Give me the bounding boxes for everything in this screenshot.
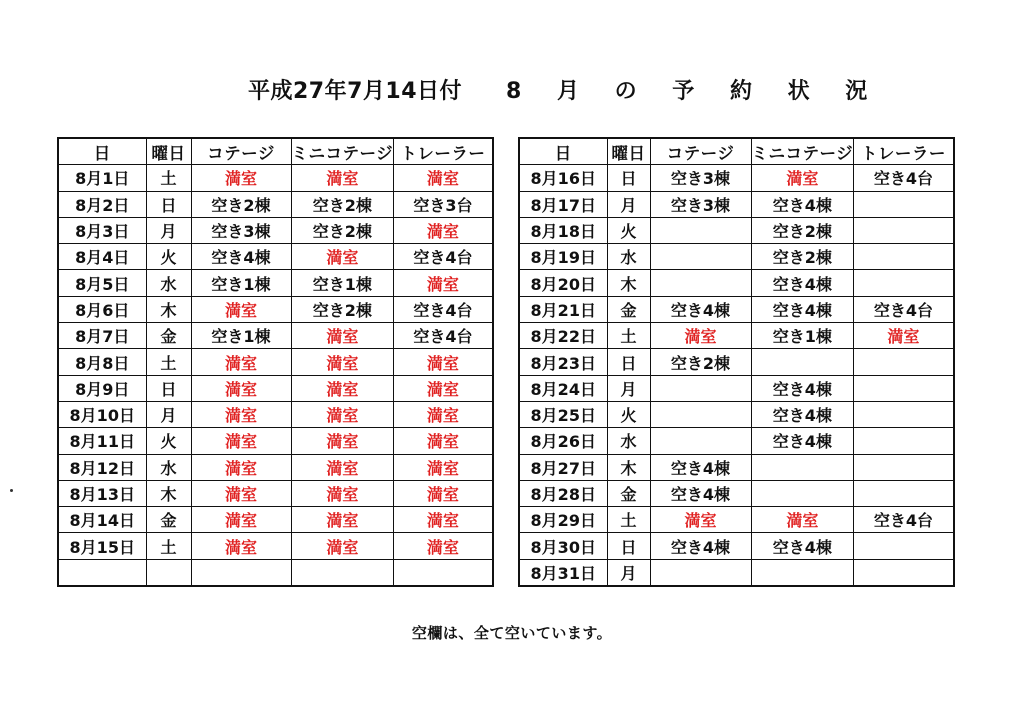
cell-cottage bbox=[650, 401, 751, 427]
table-row bbox=[58, 296, 493, 322]
cell-day: 8月24日 bbox=[519, 375, 607, 401]
cell-mini-cottage: 空き1棟 bbox=[291, 270, 394, 296]
cell-trailer: 満室 bbox=[394, 454, 493, 480]
cell-trailer: 満室 bbox=[394, 375, 493, 401]
table-row bbox=[519, 375, 954, 401]
table-row bbox=[519, 165, 954, 191]
cell-mini-cottage: 満室 bbox=[291, 375, 394, 401]
cell-mini-cottage: 空き2棟 bbox=[291, 217, 394, 243]
cell-weekday: 水 bbox=[607, 428, 650, 454]
cell-trailer: 空き4台 bbox=[394, 244, 493, 270]
cell-cottage: 満室 bbox=[191, 507, 291, 533]
cell-day: 8月31日 bbox=[519, 559, 607, 586]
cell-weekday: 日 bbox=[607, 533, 650, 559]
header-row bbox=[519, 138, 954, 165]
table-row bbox=[519, 296, 954, 322]
schedule-body-first-half bbox=[58, 165, 493, 586]
cell-day: 8月21日 bbox=[519, 296, 607, 322]
cell-day: 8月19日 bbox=[519, 244, 607, 270]
cell-trailer: 空き4台 bbox=[854, 507, 954, 533]
table-row bbox=[58, 375, 493, 401]
cell-mini-cottage: 空き4棟 bbox=[751, 533, 854, 559]
cell-day: 8月16日 bbox=[519, 165, 607, 191]
cell-trailer bbox=[394, 559, 493, 586]
table-row bbox=[519, 401, 954, 427]
cell-weekday: 土 bbox=[146, 533, 191, 559]
cell-mini-cottage: 空き4棟 bbox=[751, 296, 854, 322]
cell-trailer bbox=[854, 375, 954, 401]
cell-weekday: 日 bbox=[146, 191, 191, 217]
cell-trailer bbox=[854, 349, 954, 375]
cell-cottage: 満室 bbox=[191, 349, 291, 375]
cell-weekday: 月 bbox=[607, 559, 650, 586]
cell-weekday: 火 bbox=[607, 217, 650, 243]
cell-weekday: 水 bbox=[146, 270, 191, 296]
table-row bbox=[519, 454, 954, 480]
cell-mini-cottage: 満室 bbox=[751, 165, 854, 191]
cell-cottage: 空き4棟 bbox=[650, 296, 751, 322]
cell-weekday: 金 bbox=[607, 296, 650, 322]
cell-day: 8月29日 bbox=[519, 507, 607, 533]
cell-cottage bbox=[650, 375, 751, 401]
header-day: 日 bbox=[58, 138, 146, 165]
schedule-table-second-half bbox=[518, 137, 955, 587]
table-row bbox=[519, 507, 954, 533]
cell-day: 8月12日 bbox=[58, 454, 146, 480]
cell-mini-cottage: 空き2棟 bbox=[751, 244, 854, 270]
cell-cottage: 空き2棟 bbox=[650, 349, 751, 375]
cell-cottage: 満室 bbox=[191, 454, 291, 480]
cell-weekday: 土 bbox=[607, 507, 650, 533]
cell-trailer bbox=[854, 559, 954, 586]
cell-trailer: 満室 bbox=[394, 349, 493, 375]
cell-trailer: 満室 bbox=[394, 401, 493, 427]
cell-cottage: 満室 bbox=[650, 507, 751, 533]
cell-cottage: 空き3棟 bbox=[191, 217, 291, 243]
cell-trailer bbox=[854, 533, 954, 559]
cell-mini-cottage: 空き4棟 bbox=[751, 428, 854, 454]
cell-day: 8月6日 bbox=[58, 296, 146, 322]
cell-weekday: 月 bbox=[146, 217, 191, 243]
cell-mini-cottage: 満室 bbox=[291, 428, 394, 454]
cell-trailer: 満室 bbox=[394, 270, 493, 296]
cell-trailer bbox=[854, 454, 954, 480]
cell-weekday: 月 bbox=[146, 401, 191, 427]
table-row bbox=[519, 270, 954, 296]
cell-trailer: 満室 bbox=[394, 217, 493, 243]
table-row bbox=[519, 480, 954, 506]
cell-mini-cottage: 空き4棟 bbox=[751, 375, 854, 401]
cell-cottage: 空き4棟 bbox=[650, 454, 751, 480]
cell-cottage: 空き3棟 bbox=[650, 165, 751, 191]
cell-mini-cottage: 満室 bbox=[291, 244, 394, 270]
cell-trailer bbox=[854, 217, 954, 243]
cell-mini-cottage: 空き2棟 bbox=[291, 191, 394, 217]
cell-cottage: 満室 bbox=[191, 401, 291, 427]
cell-weekday: 木 bbox=[146, 480, 191, 506]
cell-mini-cottage: 満室 bbox=[291, 401, 394, 427]
cell-weekday: 土 bbox=[146, 165, 191, 191]
schedule-body-second-half bbox=[519, 165, 954, 586]
table-row bbox=[58, 349, 493, 375]
cell-mini-cottage: 満室 bbox=[291, 507, 394, 533]
header-cottage: コテージ bbox=[191, 138, 291, 165]
cell-day: 8月27日 bbox=[519, 454, 607, 480]
cell-trailer: 空き4台 bbox=[394, 296, 493, 322]
cell-cottage: 空き4棟 bbox=[191, 244, 291, 270]
cell-day: 8月18日 bbox=[519, 217, 607, 243]
cell-day: 8月22日 bbox=[519, 323, 607, 349]
cell-cottage: 満室 bbox=[191, 480, 291, 506]
cell-day: 8月1日 bbox=[58, 165, 146, 191]
table-row bbox=[58, 270, 493, 296]
table-row bbox=[519, 533, 954, 559]
cell-cottage bbox=[650, 217, 751, 243]
header-trailer: トレーラー bbox=[854, 138, 954, 165]
cell-trailer: 満室 bbox=[394, 480, 493, 506]
cell-day: 8月14日 bbox=[58, 507, 146, 533]
cell-weekday: 火 bbox=[146, 244, 191, 270]
table-row bbox=[58, 559, 493, 586]
cell-weekday: 月 bbox=[607, 191, 650, 217]
header-row bbox=[58, 138, 493, 165]
cell-cottage: 空き1棟 bbox=[191, 270, 291, 296]
cell-mini-cottage: 満室 bbox=[291, 533, 394, 559]
cell-trailer: 満室 bbox=[854, 323, 954, 349]
header-day: 日 bbox=[519, 138, 607, 165]
cell-day: 8月13日 bbox=[58, 480, 146, 506]
cell-mini-cottage: 空き4棟 bbox=[751, 191, 854, 217]
cell-trailer: 満室 bbox=[394, 507, 493, 533]
cell-weekday: 木 bbox=[607, 270, 650, 296]
cell-day: 8月15日 bbox=[58, 533, 146, 559]
cell-mini-cottage: 満室 bbox=[291, 165, 394, 191]
cell-trailer bbox=[854, 428, 954, 454]
table-row bbox=[58, 533, 493, 559]
cell-day: 8月9日 bbox=[58, 375, 146, 401]
table-row bbox=[58, 323, 493, 349]
cell-day: 8月8日 bbox=[58, 349, 146, 375]
cell-day: 8月26日 bbox=[519, 428, 607, 454]
cell-cottage: 満室 bbox=[191, 296, 291, 322]
cell-trailer bbox=[854, 480, 954, 506]
cell-cottage: 満室 bbox=[191, 375, 291, 401]
cell-cottage: 空き2棟 bbox=[191, 191, 291, 217]
cell-trailer bbox=[854, 244, 954, 270]
cell-trailer bbox=[854, 191, 954, 217]
issue-date: 平成27年7月14日付 bbox=[248, 79, 463, 104]
cell-weekday: 水 bbox=[146, 454, 191, 480]
header-mini-cottage: ミニコテージ bbox=[751, 138, 854, 165]
cell-day: 8月2日 bbox=[58, 191, 146, 217]
cell-weekday: 火 bbox=[607, 401, 650, 427]
cell-trailer: 満室 bbox=[394, 428, 493, 454]
header-cottage: コテージ bbox=[650, 138, 751, 165]
cell-weekday: 木 bbox=[607, 454, 650, 480]
cell-day: 8月20日 bbox=[519, 270, 607, 296]
cell-weekday: 日 bbox=[146, 375, 191, 401]
table-row bbox=[58, 480, 493, 506]
title-heading: 8 月 の 予 約 状 況 bbox=[506, 79, 882, 104]
cell-cottage: 空き3棟 bbox=[650, 191, 751, 217]
cell-mini-cottage: 空き4棟 bbox=[751, 270, 854, 296]
cell-trailer: 空き4台 bbox=[394, 323, 493, 349]
cell-weekday: 日 bbox=[607, 165, 650, 191]
document-title bbox=[0, 74, 1024, 110]
cell-trailer: 空き4台 bbox=[854, 296, 954, 322]
cell-weekday: 金 bbox=[607, 480, 650, 506]
cell-trailer: 空き3台 bbox=[394, 191, 493, 217]
table-row bbox=[58, 244, 493, 270]
cell-weekday: 金 bbox=[146, 507, 191, 533]
cell-mini-cottage: 満室 bbox=[291, 349, 394, 375]
table-row bbox=[519, 349, 954, 375]
cell-cottage bbox=[191, 559, 291, 586]
cell-day bbox=[58, 559, 146, 586]
table-row bbox=[519, 191, 954, 217]
cell-mini-cottage: 満室 bbox=[291, 454, 394, 480]
header-trailer: トレーラー bbox=[394, 138, 493, 165]
cell-day: 8月17日 bbox=[519, 191, 607, 217]
footnote: 空欄は、全て空いています。 bbox=[411, 624, 613, 642]
table-row bbox=[519, 244, 954, 270]
cell-trailer: 空き4台 bbox=[854, 165, 954, 191]
table-row bbox=[58, 507, 493, 533]
table-row bbox=[58, 428, 493, 454]
table-row bbox=[519, 323, 954, 349]
cell-day: 8月23日 bbox=[519, 349, 607, 375]
cell-cottage: 満室 bbox=[191, 428, 291, 454]
cell-mini-cottage bbox=[751, 454, 854, 480]
cell-mini-cottage: 満室 bbox=[751, 507, 854, 533]
table-row bbox=[519, 217, 954, 243]
cell-weekday: 日 bbox=[607, 349, 650, 375]
cell-weekday: 木 bbox=[146, 296, 191, 322]
cell-weekday: 金 bbox=[146, 323, 191, 349]
cell-trailer bbox=[854, 270, 954, 296]
cell-weekday: 水 bbox=[607, 244, 650, 270]
cell-trailer: 満室 bbox=[394, 165, 493, 191]
cell-cottage: 満室 bbox=[191, 533, 291, 559]
cell-mini-cottage bbox=[751, 559, 854, 586]
cell-cottage: 満室 bbox=[191, 165, 291, 191]
cell-day: 8月10日 bbox=[58, 401, 146, 427]
cell-mini-cottage: 満室 bbox=[291, 480, 394, 506]
header-weekday: 曜日 bbox=[146, 138, 191, 165]
cell-day: 8月30日 bbox=[519, 533, 607, 559]
cell-mini-cottage: 空き1棟 bbox=[751, 323, 854, 349]
schedule-table-first-half bbox=[57, 137, 494, 587]
header-weekday: 曜日 bbox=[607, 138, 650, 165]
cell-mini-cottage bbox=[751, 349, 854, 375]
table-row bbox=[58, 217, 493, 243]
cell-mini-cottage: 空き4棟 bbox=[751, 401, 854, 427]
table-row bbox=[519, 428, 954, 454]
cell-cottage: 空き4棟 bbox=[650, 533, 751, 559]
table-row bbox=[58, 165, 493, 191]
cell-trailer: 満室 bbox=[394, 533, 493, 559]
cell-cottage bbox=[650, 244, 751, 270]
cell-day: 8月7日 bbox=[58, 323, 146, 349]
cell-cottage bbox=[650, 559, 751, 586]
cell-cottage: 空き4棟 bbox=[650, 480, 751, 506]
cell-cottage: 満室 bbox=[650, 323, 751, 349]
cell-mini-cottage: 空き2棟 bbox=[751, 217, 854, 243]
table-row bbox=[58, 401, 493, 427]
cell-cottage: 空き1棟 bbox=[191, 323, 291, 349]
cell-mini-cottage: 満室 bbox=[291, 323, 394, 349]
cell-trailer bbox=[854, 401, 954, 427]
table-row bbox=[58, 454, 493, 480]
cell-day: 8月5日 bbox=[58, 270, 146, 296]
cell-day: 8月11日 bbox=[58, 428, 146, 454]
cell-cottage bbox=[650, 428, 751, 454]
table-row bbox=[519, 559, 954, 586]
cell-weekday: 火 bbox=[146, 428, 191, 454]
cell-mini-cottage bbox=[751, 480, 854, 506]
cell-weekday bbox=[146, 559, 191, 586]
header-mini-cottage: ミニコテージ bbox=[291, 138, 394, 165]
scan-speck bbox=[10, 489, 13, 492]
cell-day: 8月28日 bbox=[519, 480, 607, 506]
cell-mini-cottage: 空き2棟 bbox=[291, 296, 394, 322]
cell-mini-cottage bbox=[291, 559, 394, 586]
table-row bbox=[58, 191, 493, 217]
cell-day: 8月3日 bbox=[58, 217, 146, 243]
cell-weekday: 土 bbox=[146, 349, 191, 375]
cell-cottage bbox=[650, 270, 751, 296]
cell-day: 8月4日 bbox=[58, 244, 146, 270]
cell-weekday: 土 bbox=[607, 323, 650, 349]
cell-weekday: 月 bbox=[607, 375, 650, 401]
cell-day: 8月25日 bbox=[519, 401, 607, 427]
